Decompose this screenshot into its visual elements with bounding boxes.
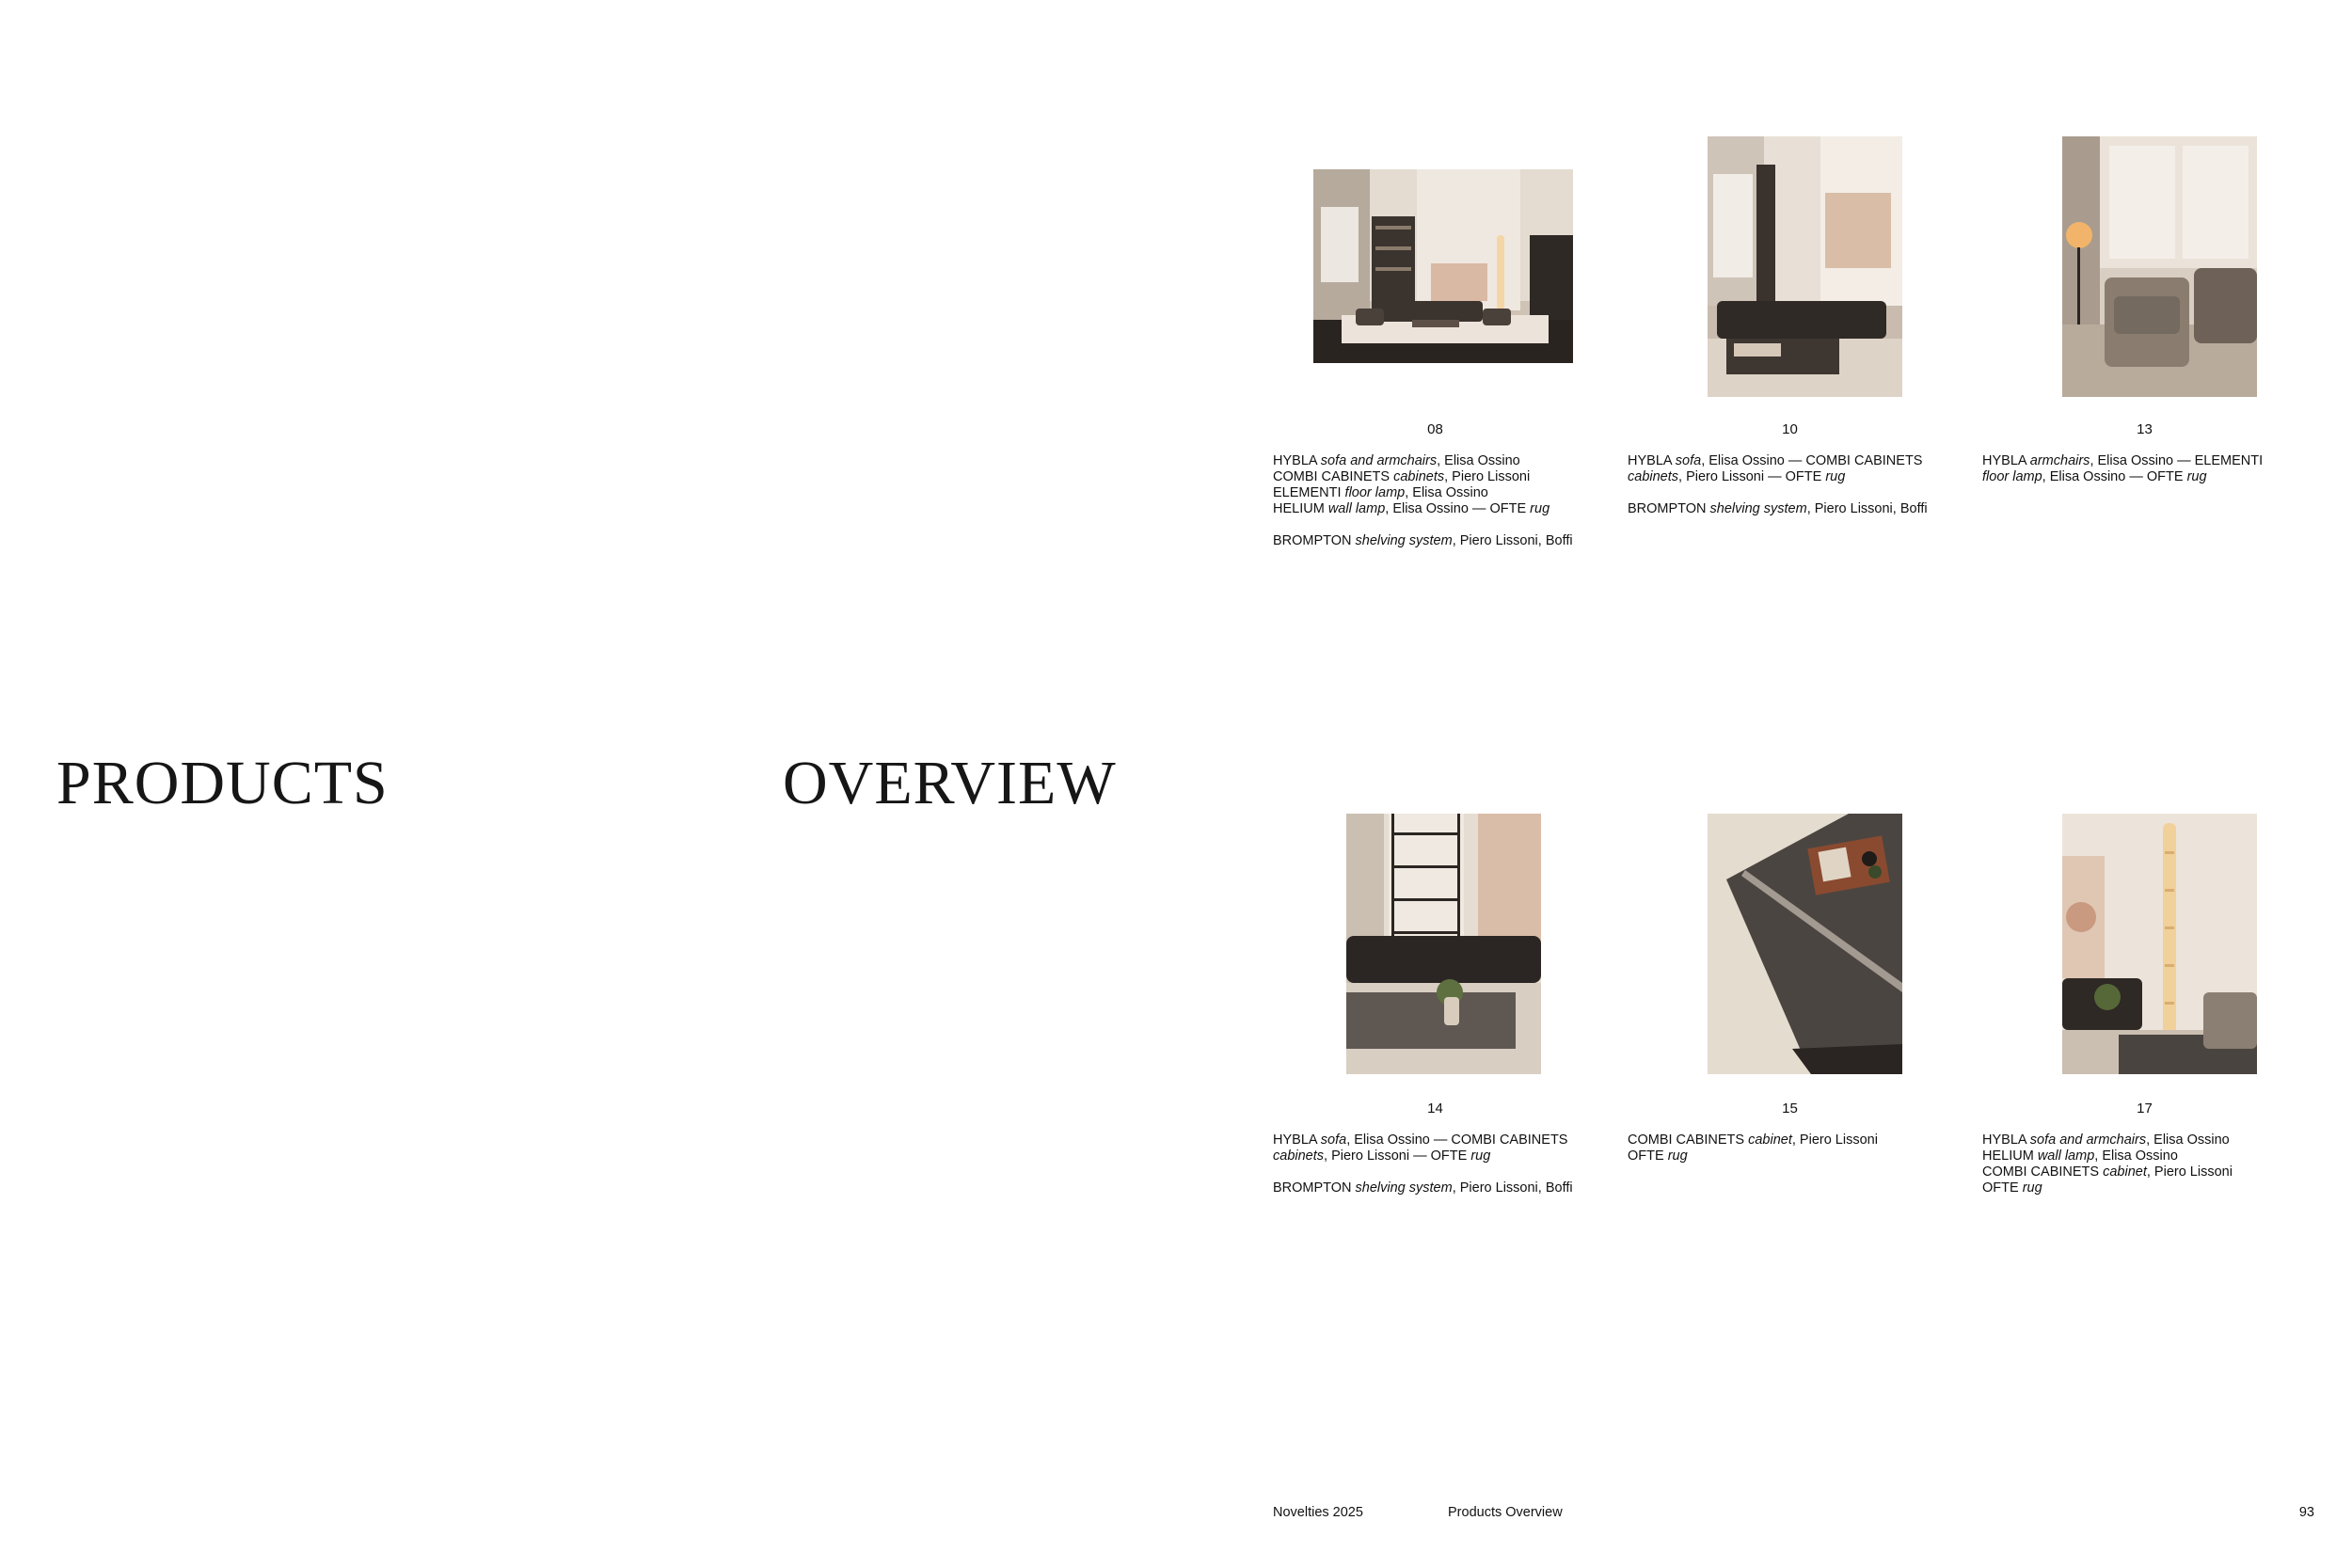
caption-text: , Elisa Ossino	[2094, 1148, 2178, 1164]
caption-text: ELEMENTI	[1273, 485, 1345, 500]
caption-text: , Piero Lissoni — OFTE	[1678, 469, 1826, 484]
caption-line	[1982, 1148, 2307, 1164]
caption-text: , Piero Lissoni	[1791, 1132, 1878, 1148]
product-type-text: cabinet	[1748, 1132, 1792, 1148]
item-caption	[1628, 1132, 1952, 1164]
item-caption	[1273, 453, 1597, 549]
product-type-text: rug	[1667, 1148, 1688, 1164]
caption-text: , Elisa Ossino	[1405, 485, 1488, 500]
product-type-text: cabinets	[1393, 469, 1445, 484]
cabinet-top-detail-photo	[1708, 814, 1902, 1074]
caption-line	[1628, 501, 1952, 517]
product-type-text: wall lamp	[1327, 501, 1386, 516]
product-type-text: cabinets	[1628, 469, 1679, 484]
caption-text: , Piero Lissoni	[2146, 1164, 2233, 1180]
caption-text: , Elisa Ossino — COMBI CABINETS	[1701, 453, 1923, 468]
product-type-text: rug	[2022, 1180, 2042, 1196]
caption-text: HYBLA	[1273, 1132, 1321, 1148]
caption-line	[1273, 501, 1597, 517]
caption-line	[1628, 1148, 1952, 1164]
caption-text: , Elisa Ossino	[2146, 1132, 2230, 1148]
caption-paragraph	[1628, 1132, 1952, 1164]
caption-line	[1982, 1164, 2307, 1180]
caption-line	[1982, 1180, 2307, 1196]
caption-text: , Elisa Ossino — OFTE	[2042, 469, 2187, 484]
caption-text: HELIUM	[1982, 1148, 2038, 1164]
caption-line	[1628, 453, 1952, 469]
product-type-text: cabinet	[2103, 1164, 2147, 1180]
caption-paragraph	[1982, 453, 2307, 485]
product-type-text: floor lamp	[1344, 485, 1406, 500]
caption-line	[1982, 469, 2307, 485]
item-caption	[1982, 1132, 2307, 1196]
product-type-text: shelving system	[1355, 1180, 1453, 1196]
product-type-text: floor lamp	[1982, 469, 2042, 484]
caption-text: , Piero Lissoni, Boffi	[1452, 533, 1573, 548]
footer-publication: Novelties 2025	[1273, 1505, 1363, 1520]
item-number: 08	[1427, 421, 1443, 437]
product-type-text: shelving system	[1355, 533, 1453, 548]
product-type-text: shelving system	[1709, 501, 1807, 516]
item-caption	[1273, 1132, 1597, 1196]
product-type-text: rug	[1470, 1148, 1491, 1164]
caption-paragraph	[1273, 1180, 1597, 1196]
caption-text: , Piero Lissoni, Boffi	[1806, 501, 1928, 516]
caption-text: BROMPTON	[1273, 1180, 1356, 1196]
caption-line	[1628, 1132, 1952, 1148]
product-type-text: sofa	[1675, 453, 1702, 468]
product-type-text: cabinets	[1273, 1148, 1325, 1164]
caption-line	[1628, 469, 1952, 485]
caption-text: HYBLA	[1982, 453, 2030, 468]
caption-paragraph	[1982, 1132, 2307, 1196]
item-caption	[1628, 453, 1952, 517]
item-number: 14	[1427, 1101, 1443, 1117]
armchairs-with-floor-lamp-photo	[2062, 136, 2257, 397]
product-type-text: sofa and armchairs	[1320, 453, 1438, 468]
caption-text: , Piero Lissoni	[1444, 469, 1531, 484]
footer-page-number: 93	[2298, 1505, 2314, 1520]
caption-line	[1273, 453, 1597, 469]
caption-text: COMBI CABINETS	[1273, 469, 1394, 484]
caption-paragraph	[1273, 1132, 1597, 1164]
caption-text: , Elisa Ossino — OFTE	[1385, 501, 1531, 516]
footer-section: Products Overview	[1448, 1505, 1563, 1520]
caption-line	[1273, 1132, 1597, 1148]
product-type-text: armchairs	[2029, 453, 2090, 468]
caption-paragraph	[1273, 453, 1597, 517]
floor-lamp-and-sofa-photo	[2062, 814, 2257, 1074]
caption-paragraph	[1628, 501, 1952, 517]
caption-line	[1982, 1132, 2307, 1148]
product-type-text: rug	[2186, 469, 2207, 484]
item-number: 15	[1782, 1101, 1798, 1117]
caption-text: COMBI CABINETS	[1982, 1164, 2104, 1180]
product-type-text: rug	[1825, 469, 1846, 484]
caption-line	[1273, 1180, 1597, 1196]
page-title-products: PRODUCTS	[56, 749, 389, 817]
caption-text: HYBLA	[1982, 1132, 2030, 1148]
item-number: 10	[1782, 421, 1798, 437]
item-number: 17	[2137, 1101, 2153, 1117]
caption-text: OFTE	[1982, 1180, 2023, 1196]
page-title-overview: OVERVIEW	[783, 749, 1117, 817]
product-type-text: sofa	[1320, 1132, 1347, 1148]
caption-text: BROMPTON	[1628, 501, 1710, 516]
caption-text: , Elisa Ossino — ELEMENTI	[2090, 453, 2264, 468]
product-type-text: sofa and armchairs	[2029, 1132, 2147, 1148]
caption-text: BROMPTON	[1273, 533, 1356, 548]
caption-text: HYBLA	[1628, 453, 1676, 468]
caption-text: , Piero Lissoni — OFTE	[1324, 1148, 1471, 1164]
caption-line	[1273, 485, 1597, 501]
item-caption	[1982, 453, 2307, 485]
product-type-text: wall lamp	[2037, 1148, 2095, 1164]
sofa-with-shelving-photo	[1346, 814, 1541, 1074]
item-number: 13	[2137, 421, 2153, 437]
caption-line	[1982, 453, 2307, 469]
caption-line	[1273, 533, 1597, 549]
caption-paragraph	[1628, 453, 1952, 485]
product-type-text: rug	[1530, 501, 1550, 516]
caption-text: OFTE	[1628, 1148, 1668, 1164]
living-room-with-sofa-and-armchairs-photo	[1313, 169, 1573, 363]
caption-text: HELIUM	[1273, 501, 1328, 516]
caption-text: , Piero Lissoni, Boffi	[1452, 1180, 1573, 1196]
caption-line	[1273, 1148, 1597, 1164]
caption-line	[1273, 469, 1597, 485]
caption-paragraph	[1273, 533, 1597, 549]
sofa-and-coffee-table-photo	[1708, 136, 1902, 397]
caption-text: COMBI CABINETS	[1628, 1132, 1749, 1148]
caption-text: , Elisa Ossino — COMBI CABINETS	[1346, 1132, 1568, 1148]
caption-text: , Elisa Ossino	[1437, 453, 1520, 468]
caption-text: HYBLA	[1273, 453, 1321, 468]
